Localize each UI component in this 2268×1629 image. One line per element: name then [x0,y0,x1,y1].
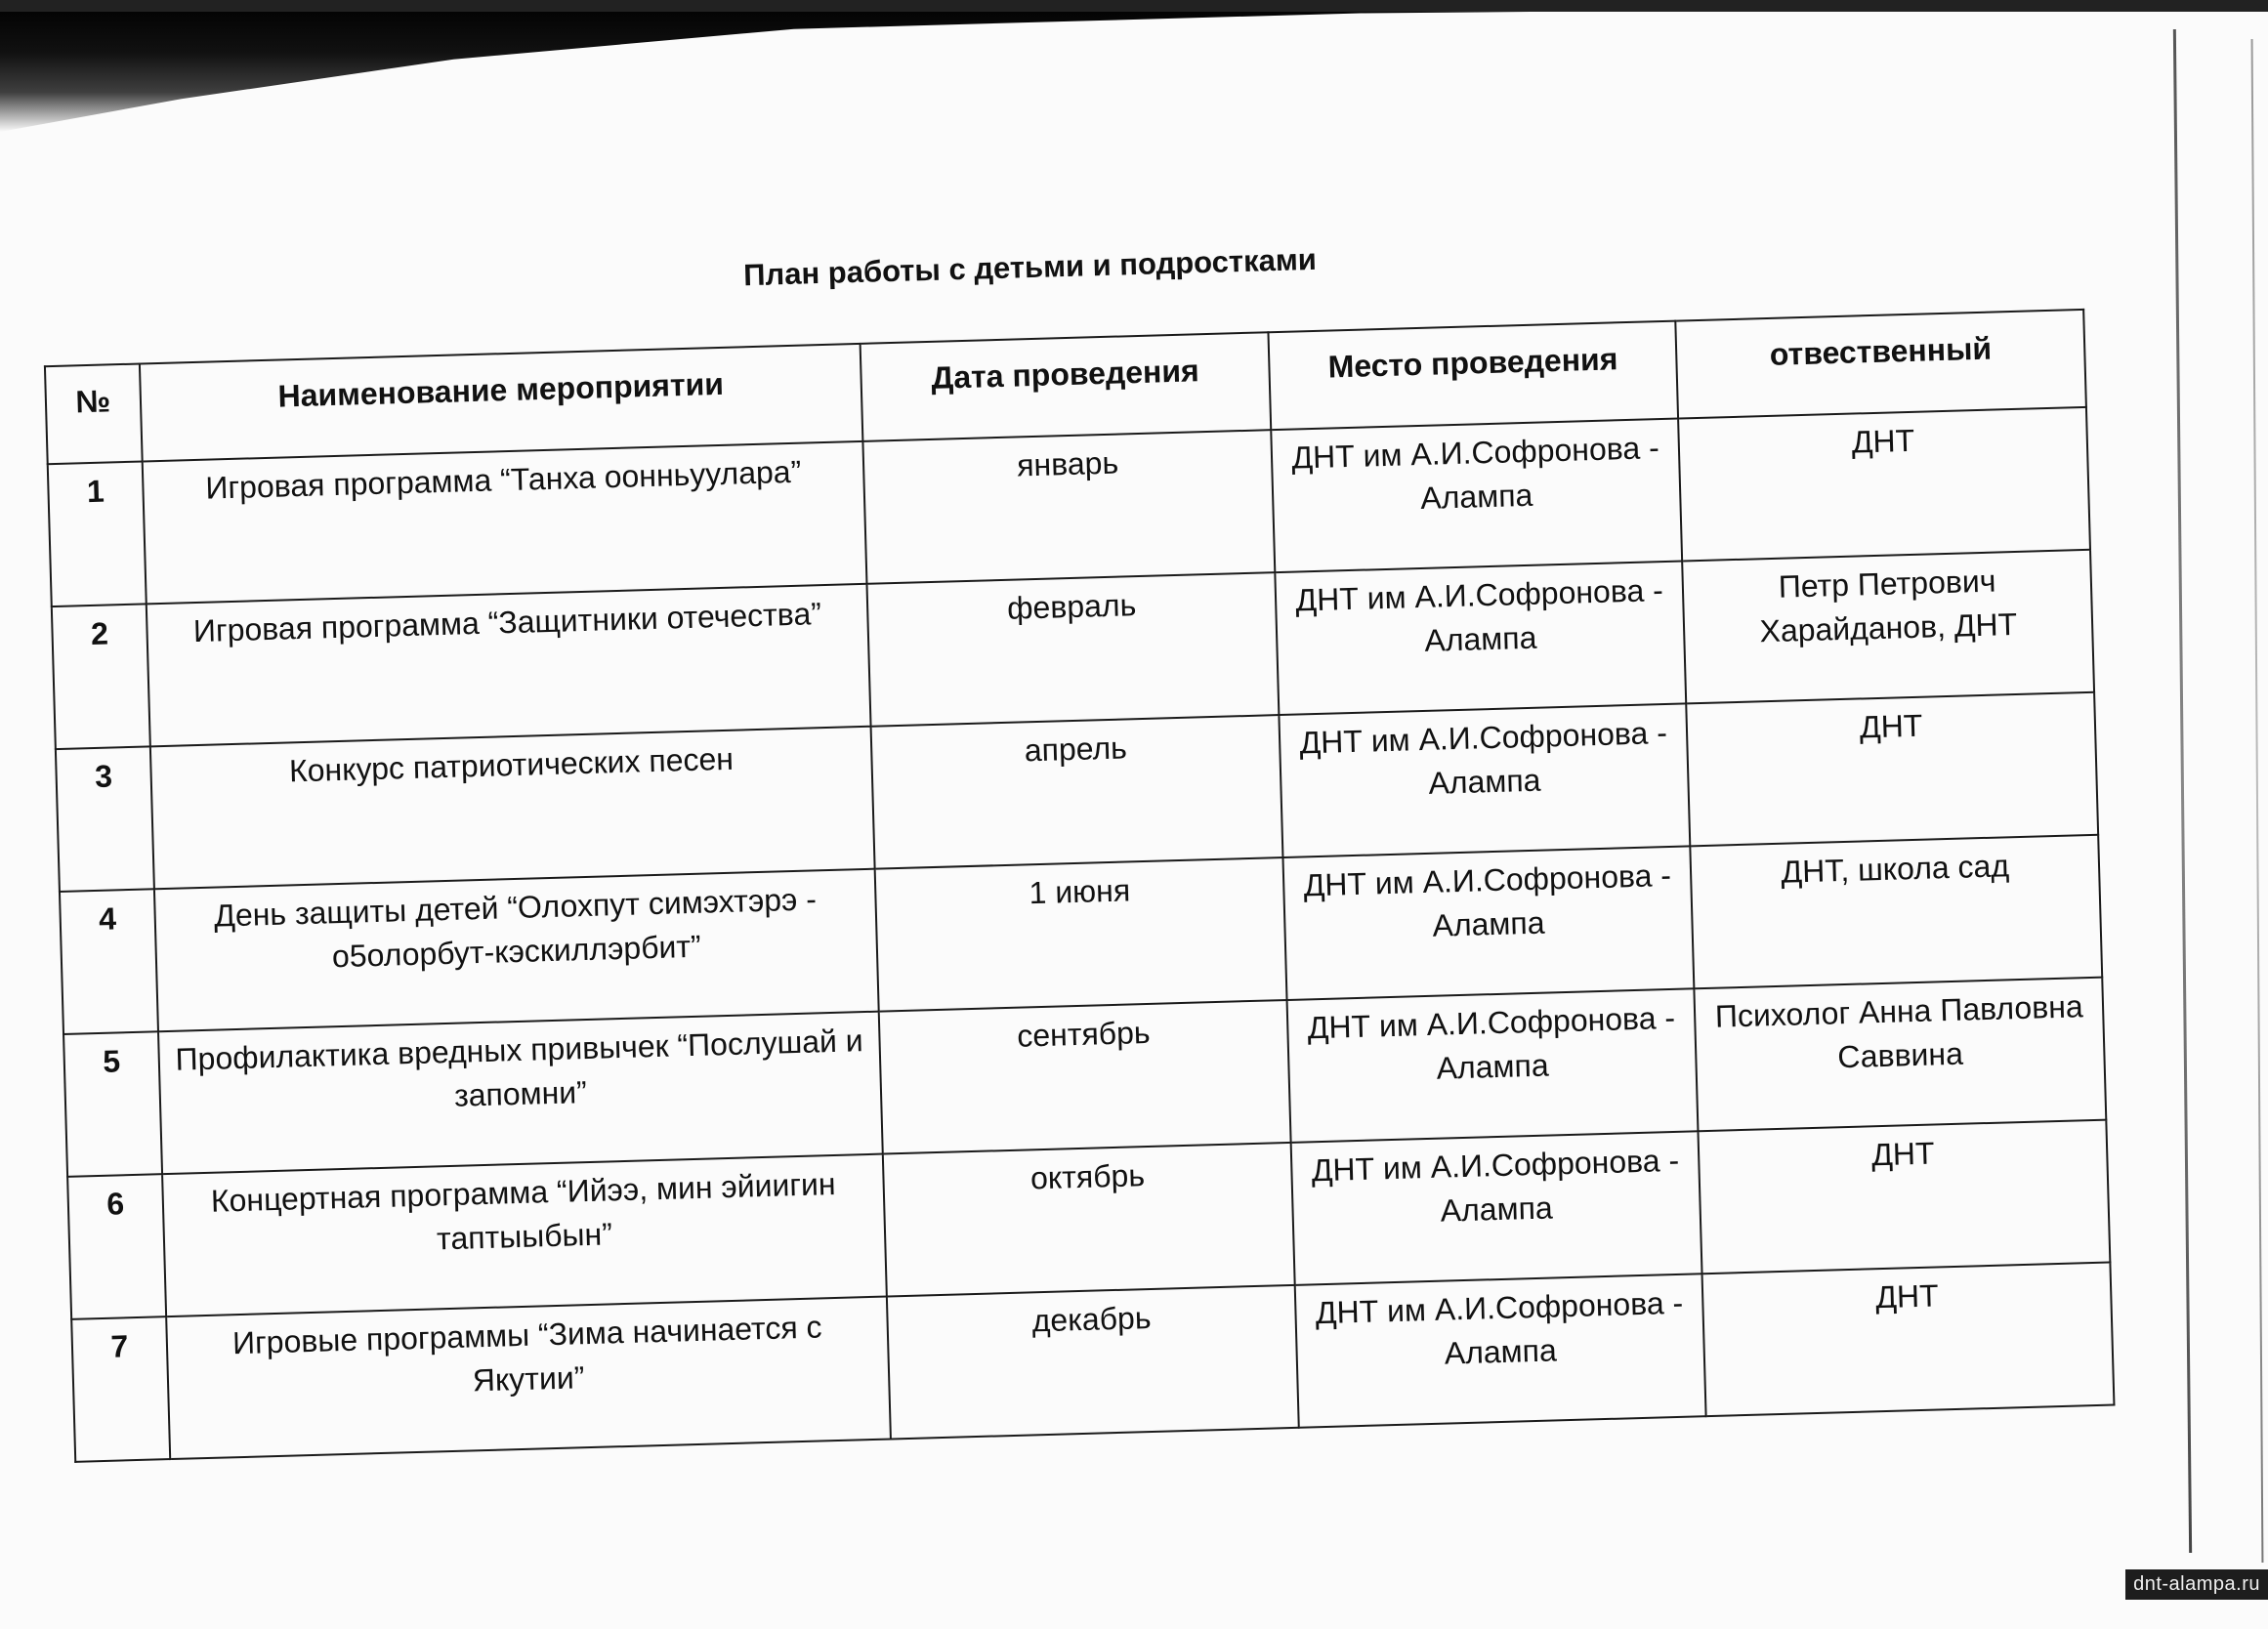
cell-place: ДНТ им А.И.Софронова - Алампа [1286,988,1699,1143]
cell-num: 2 [52,604,150,749]
cell-date: февраль [867,572,1280,727]
header-date: Дата проведения [861,332,1271,441]
cell-place: ДНТ им А.И.Софронова - Алампа [1290,1131,1702,1285]
cell-num: 4 [60,889,158,1034]
cell-date: 1 июня [875,857,1287,1012]
cell-event-name: Игровые программы “Зима начинается с Якутии” [166,1297,891,1460]
cell-place: ДНТ им А.И.Софронова - Алампа [1275,561,1687,715]
cell-place: ДНТ им А.И.Софронова - Алампа [1294,1274,1706,1428]
cell-event-name: Игровая программа “Защитники отечества” [147,584,871,747]
cell-num: 7 [71,1316,170,1462]
cell-responsible: ДНТ [1687,692,2099,847]
cell-place: ДНТ им А.И.Софронова - Алампа [1282,846,1695,1000]
cell-date: октябрь [883,1143,1295,1297]
cell-responsible: Психолог Анна Павловна Саввина [1695,978,2107,1132]
cell-num: 1 [48,461,147,606]
cell-event-name: День защиты детей “Олохпут симэхтэрэ - о5олорбут-кэскиллэрбит” [154,869,879,1032]
cell-num: 3 [56,746,154,892]
cell-responsible: ДНТ [1678,407,2090,562]
cell-place: ДНТ им А.И.Софронова - Алампа [1279,703,1691,857]
plan-table [44,309,2116,1463]
cell-responsible: ДНТ [1699,1120,2111,1274]
site-watermark: dnt-alampa.ru [2125,1569,2268,1600]
cell-event-name: Профилактика вредных привычек “Послушай и запомни” [158,1012,883,1175]
cell-date: январь [863,430,1276,584]
cell-date: апрель [871,715,1283,869]
cell-event-name: Конкурс патриотических песен [150,727,875,890]
header-place: Место проведения [1268,321,1678,431]
cell-date: декабрь [887,1285,1299,1440]
header-name: Наименование мероприятии [140,344,863,462]
cell-num: 6 [67,1174,166,1319]
cell-date: сентябрь [879,1000,1291,1154]
cell-event-name: Игровая программа “Танха оонньуулара” [142,441,866,605]
document-title: План работы с детьми и подростками [742,241,1318,293]
cell-responsible: ДНТ, школа сад [1691,835,2103,989]
cell-place: ДНТ им А.И.Софронова - Алампа [1271,419,1683,573]
header-responsible: отвественный [1676,310,2086,419]
header-num: № [45,364,143,465]
cell-event-name: Концертная программа “Ийээ, мин эйиигин таптыыбын” [162,1154,887,1317]
cell-responsible: Петр Петрович Харайданов, ДНТ [1683,550,2095,704]
cell-responsible: ДНТ [1702,1263,2115,1417]
cell-num: 5 [63,1031,162,1177]
